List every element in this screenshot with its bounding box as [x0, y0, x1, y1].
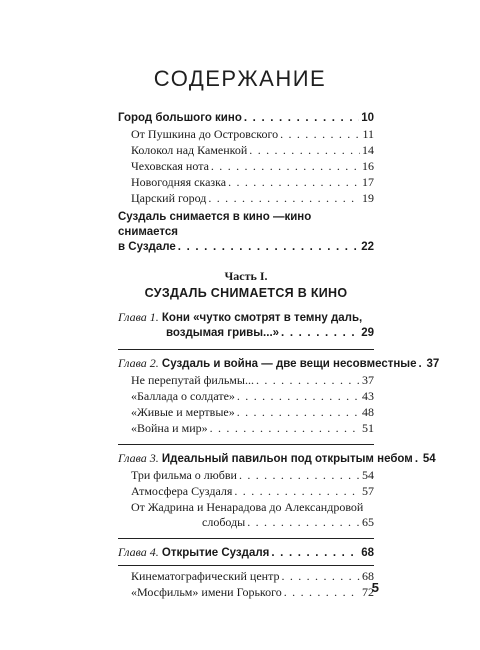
dot-leader [280, 127, 360, 142]
chapter-title: Идеальный павильон под открытым небом [161, 453, 413, 465]
dot-leader [284, 585, 360, 600]
toc-subentry[interactable] [131, 484, 374, 499]
dot-leader [237, 405, 360, 420]
toc-entry-label: Три фильма о любви [131, 468, 237, 482]
toc-subentry[interactable] [131, 569, 374, 584]
toc-entry-page: 57 [362, 484, 374, 498]
toc-entry-page: 37 [362, 373, 374, 387]
toc-entry-page: 22 [361, 241, 374, 253]
dot-leader [415, 452, 421, 467]
dot-leader [239, 468, 360, 483]
chapter-number: Глава 4. [118, 545, 159, 559]
page-title: СОДЕРЖАНИЕ [153, 66, 327, 91]
toc-entry-suzdal[interactable] [118, 240, 374, 255]
toc-entry-label: «Живые и мертвые» [131, 405, 235, 419]
dot-leader [178, 240, 359, 255]
dot-leader [281, 326, 359, 341]
chapter-1-entry[interactable] [118, 326, 374, 341]
toc-entry-page: 19 [362, 191, 374, 205]
toc-entry-page: 48 [362, 405, 374, 419]
toc-entry-label: в Суздале [118, 241, 176, 253]
toc-subentry[interactable] [131, 389, 374, 404]
toc-entry-label: Чеховская нота [131, 159, 209, 173]
toc-entry-label [118, 545, 269, 561]
toc-entry-page: 68 [361, 547, 374, 559]
chapter-title: Открытие Суздаля [161, 547, 270, 559]
toc-subentry[interactable] [131, 159, 374, 174]
toc-entry-page: 65 [362, 515, 374, 529]
dot-leader [228, 175, 360, 190]
toc-entry-page: 37 [426, 358, 440, 370]
divider [118, 349, 374, 350]
part-label: Часть I. [224, 269, 268, 283]
toc-entry-label [118, 451, 413, 467]
dot-leader [244, 111, 359, 126]
chapter-2-entry[interactable] [118, 356, 440, 372]
toc-entry-page: 11 [362, 127, 374, 141]
toc-entry-label: «Баллада о солдате» [131, 389, 235, 403]
toc-entry-label: слободы [202, 515, 246, 529]
dot-leader [211, 159, 360, 174]
toc-subentry[interactable] [131, 421, 374, 436]
toc-entry-label: От Жадрина и Ненарадова до Александровой [131, 500, 364, 514]
chapter-number: Глава 2. [118, 356, 159, 370]
toc-entry-city[interactable] [118, 111, 374, 126]
toc-subentry[interactable] [131, 373, 374, 388]
dot-leader [247, 515, 360, 530]
chapter-title: Кони «чутко смотрят в темну даль, [161, 312, 363, 324]
toc-entry-label: «Мосфильм» имени Горького [131, 585, 282, 599]
dot-leader [210, 421, 360, 436]
table-of-contents [118, 110, 440, 600]
toc-entry-page: 51 [362, 421, 374, 435]
toc-subentry[interactable] [131, 191, 374, 206]
toc-entry-label: Колокол над Каменкой [131, 143, 248, 157]
toc-entry-page: 29 [361, 327, 374, 339]
chapter-4-entry[interactable] [118, 545, 374, 561]
toc-entry-page: 14 [362, 143, 374, 157]
toc-entry-label: Город большого кино [118, 112, 242, 124]
dot-leader [271, 546, 359, 561]
toc-entry-label: Новогодняя сказка [131, 175, 227, 189]
dot-leader [208, 191, 360, 206]
toc-subentry[interactable] [131, 127, 374, 142]
toc-entry-page: 16 [362, 159, 374, 173]
toc-subentry-line1[interactable] [131, 500, 374, 515]
toc-entry-suzdal-line1[interactable]: Суздаль снимается в кино —кино снимается [118, 211, 312, 238]
toc-entry-label: Атмосфера Суздаля [131, 484, 233, 498]
chapter-title: Суздаль и война — две вещи несовместные [161, 358, 417, 370]
toc-subentry[interactable] [131, 405, 374, 420]
toc-entry-page: 54 [422, 453, 436, 465]
divider [118, 565, 374, 566]
chapter-number: Глава 1. [118, 310, 159, 324]
dot-leader [256, 373, 360, 388]
toc-entry-page: 10 [361, 112, 374, 124]
toc-entry-label: Кинематографический центр [131, 569, 280, 583]
toc-entry-page: 43 [362, 389, 374, 403]
toc-entry-page: 17 [362, 175, 374, 189]
chapter-1-line1[interactable] [118, 310, 374, 326]
toc-entry-page: 54 [362, 468, 374, 482]
toc-entry-label: воздымая гривы...» [166, 327, 280, 339]
dot-leader [249, 143, 360, 158]
toc-entry-page: 68 [362, 569, 374, 583]
dot-leader [281, 569, 360, 584]
divider [118, 444, 374, 445]
chapter-number: Глава 3. [118, 451, 159, 465]
toc-subentry[interactable] [131, 143, 374, 158]
dot-leader [234, 484, 360, 499]
divider [118, 538, 374, 539]
toc-subentry[interactable] [131, 175, 374, 190]
part-title: СУЗДАЛЬ СНИМАЕТСЯ В КИНО [144, 286, 348, 300]
toc-entry-label [118, 356, 417, 372]
chapter-3-entry[interactable] [118, 451, 436, 467]
toc-entry-label: Не перепутай фильмы... [131, 373, 254, 387]
page-number: 5 [371, 580, 379, 595]
dot-leader [419, 357, 425, 372]
toc-entry-label: Царский город [131, 191, 207, 205]
toc-entry-page: 72 [362, 585, 374, 599]
toc-entry-label: От Пушкина до Островского [131, 127, 279, 141]
toc-subentry[interactable] [131, 468, 374, 483]
toc-entry-label: «Война и мир» [131, 421, 208, 435]
toc-subentry[interactable] [131, 585, 374, 600]
dot-leader [237, 389, 360, 404]
toc-subentry[interactable] [202, 515, 374, 530]
